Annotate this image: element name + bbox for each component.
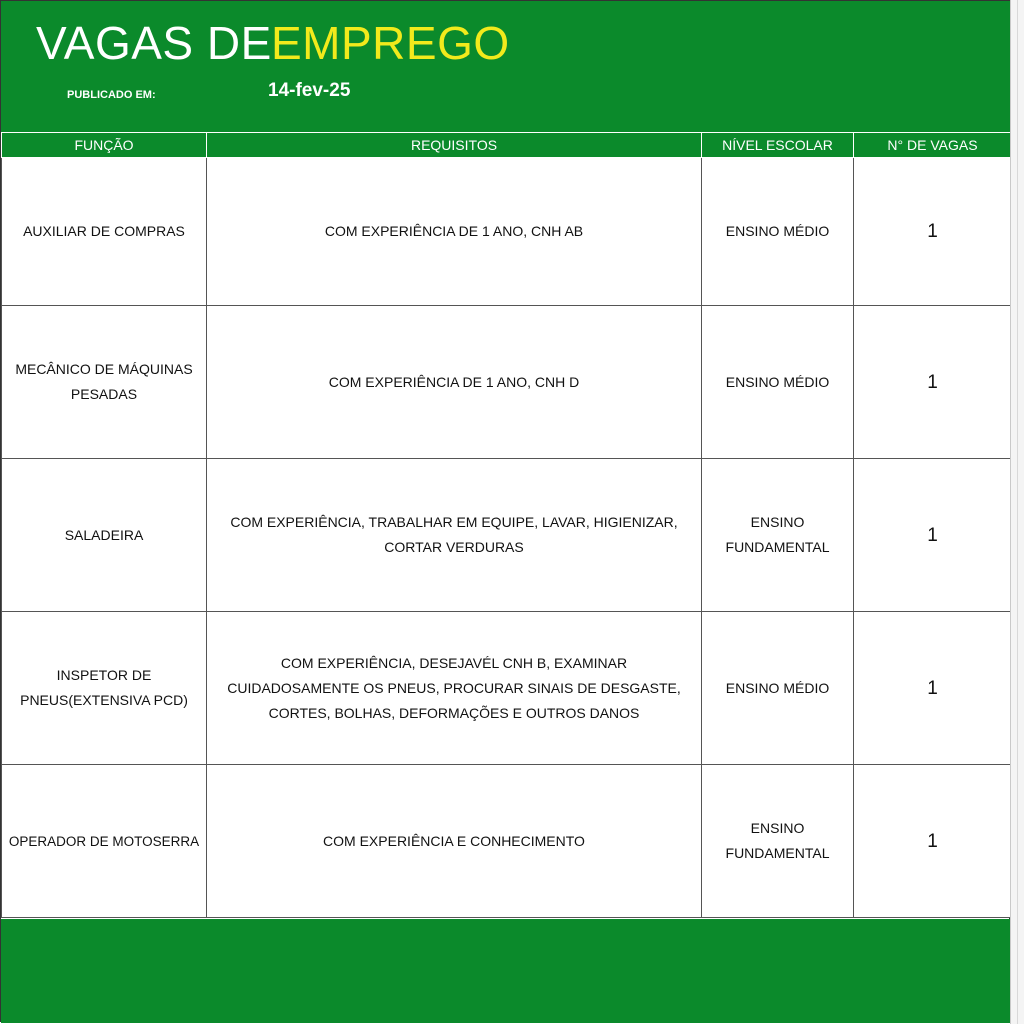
cell-funcao: OPERADOR DE MOTOSERRA: [2, 765, 207, 918]
cell-requisitos: COM EXPERIÊNCIA E CONHECIMENTO: [207, 765, 702, 918]
cell-requisitos: COM EXPERIÊNCIA, TRABALHAR EM EQUIPE, LAVAR, HIGIENIZAR, CORTAR VERDURAS: [207, 459, 702, 612]
published-label: PUBLICADO EM:: [67, 89, 156, 101]
cell-vagas: 1: [854, 158, 1012, 306]
cell-vagas: 1: [854, 459, 1012, 612]
header-banner: [1, 1, 1011, 133]
page-edge-strip: [1010, 0, 1024, 1024]
jobs-table: [1, 132, 1012, 918]
page-title-part1: VAGAS DE: [36, 17, 272, 69]
cell-vagas: 1: [854, 612, 1012, 765]
cell-nivel-escolar: ENSINO MÉDIO: [702, 612, 854, 765]
column-header-requisitos: REQUISITOS: [207, 133, 702, 158]
edge-divider: [1017, 0, 1018, 1024]
cell-nivel-escolar: ENSINO MÉDIO: [702, 158, 854, 306]
cell-nivel-escolar: ENSINO FUNDAMENTAL: [702, 459, 854, 612]
column-header-vagas: N° DE VAGAS: [854, 133, 1012, 158]
cell-nivel-escolar: ENSINO MÉDIO: [702, 306, 854, 459]
published-date: 14-fev-25: [268, 80, 351, 101]
table-row: [2, 765, 1012, 918]
table-row: [2, 459, 1012, 612]
table-row: [2, 612, 1012, 765]
cell-funcao: INSPETOR DE PNEUS(EXTENSIVA PCD): [2, 612, 207, 765]
table-row: [2, 306, 1012, 459]
cell-vagas: 1: [854, 306, 1012, 459]
cell-requisitos: COM EXPERIÊNCIA DE 1 ANO, CNH D: [207, 306, 702, 459]
cell-funcao: SALADEIRA: [2, 459, 207, 612]
cell-funcao: AUXILIAR DE COMPRAS: [2, 158, 207, 306]
table-row: [2, 158, 1012, 306]
footer-banner: [1, 919, 1011, 1023]
page-title-part2: EMPREGO: [271, 17, 510, 69]
cell-requisitos: COM EXPERIÊNCIA, DESEJAVÉL CNH B, EXAMINAR CUIDADOSAMENTE OS PNEUS, PROCURAR SINAIS DE DESGASTE, CORTES, BOLHAS, DEFORMAÇÕES E OUTROS DANOS: [207, 612, 702, 765]
table-header-row: [2, 133, 1012, 158]
cell-funcao: MECÂNICO DE MÁQUINAS PESADAS: [2, 306, 207, 459]
cell-requisitos: COM EXPERIÊNCIA DE 1 ANO, CNH AB: [207, 158, 702, 306]
cell-nivel-escolar: ENSINO FUNDAMENTAL: [702, 765, 854, 918]
column-header-funcao: FUNÇÃO: [2, 133, 207, 158]
cell-vagas: 1: [854, 765, 1012, 918]
column-header-nivel-escolar: NÍVEL ESCOLAR: [702, 133, 854, 158]
